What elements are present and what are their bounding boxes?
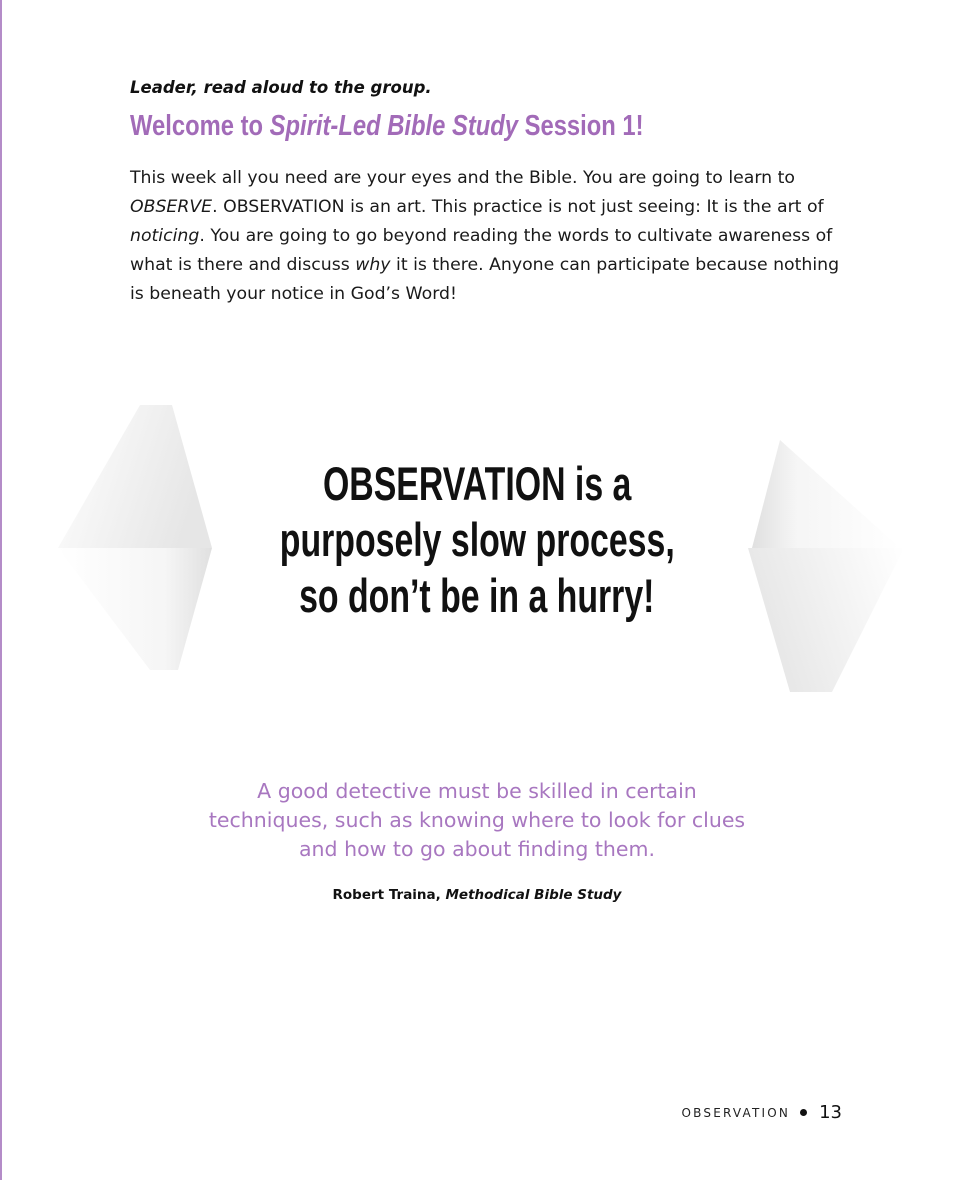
callout-line-3: so don’t be in a hurry! [299,569,655,622]
footer-bullet-icon [800,1109,807,1116]
intro-paragraph [130,164,850,309]
heading-title: Spirit-Led Bible Study [269,110,519,142]
intro-why: why [355,255,391,275]
intro-text-1: This week all you need are your eyes and the Bible. You are going to learn to [130,168,795,188]
footer-section-title: OBSERVATION [681,1105,791,1120]
page-number: 13 [819,1102,842,1123]
quote-attribution [0,887,954,903]
callout-line-1: OBSERVATION is a [322,457,632,510]
page-footer [682,1102,842,1123]
session-heading [130,110,644,143]
intro-text-3: . You are going to go beyond reading the words to cultivate awareness of what is there and discuss [130,226,833,275]
quote-author: Robert Traina, [332,887,446,903]
quote-source: Methodical Bible Study [445,887,622,903]
leader-instruction: Leader, read aloud to the group. [130,78,432,97]
intro-observe: OBSERVE [130,197,213,217]
heading-prefix: Welcome to [130,110,270,142]
detective-quote: A good detective must be skilled in certain techniques, such as knowing where to look for clues and how to go about finding them. [208,779,746,861]
callout-line-2: purposely slow process, [279,513,675,566]
intro-text-2: . OBSERVATION is an art. This practice is not just seeing: It is the art of [212,197,824,217]
intro-noticing: noticing [130,226,200,246]
heading-suffix: Session 1! [518,110,644,142]
intro-text-4: it is there. Anyone can participate because nothing is beneath your notice in God’s Word! [130,255,840,304]
callout-text [0,456,954,624]
